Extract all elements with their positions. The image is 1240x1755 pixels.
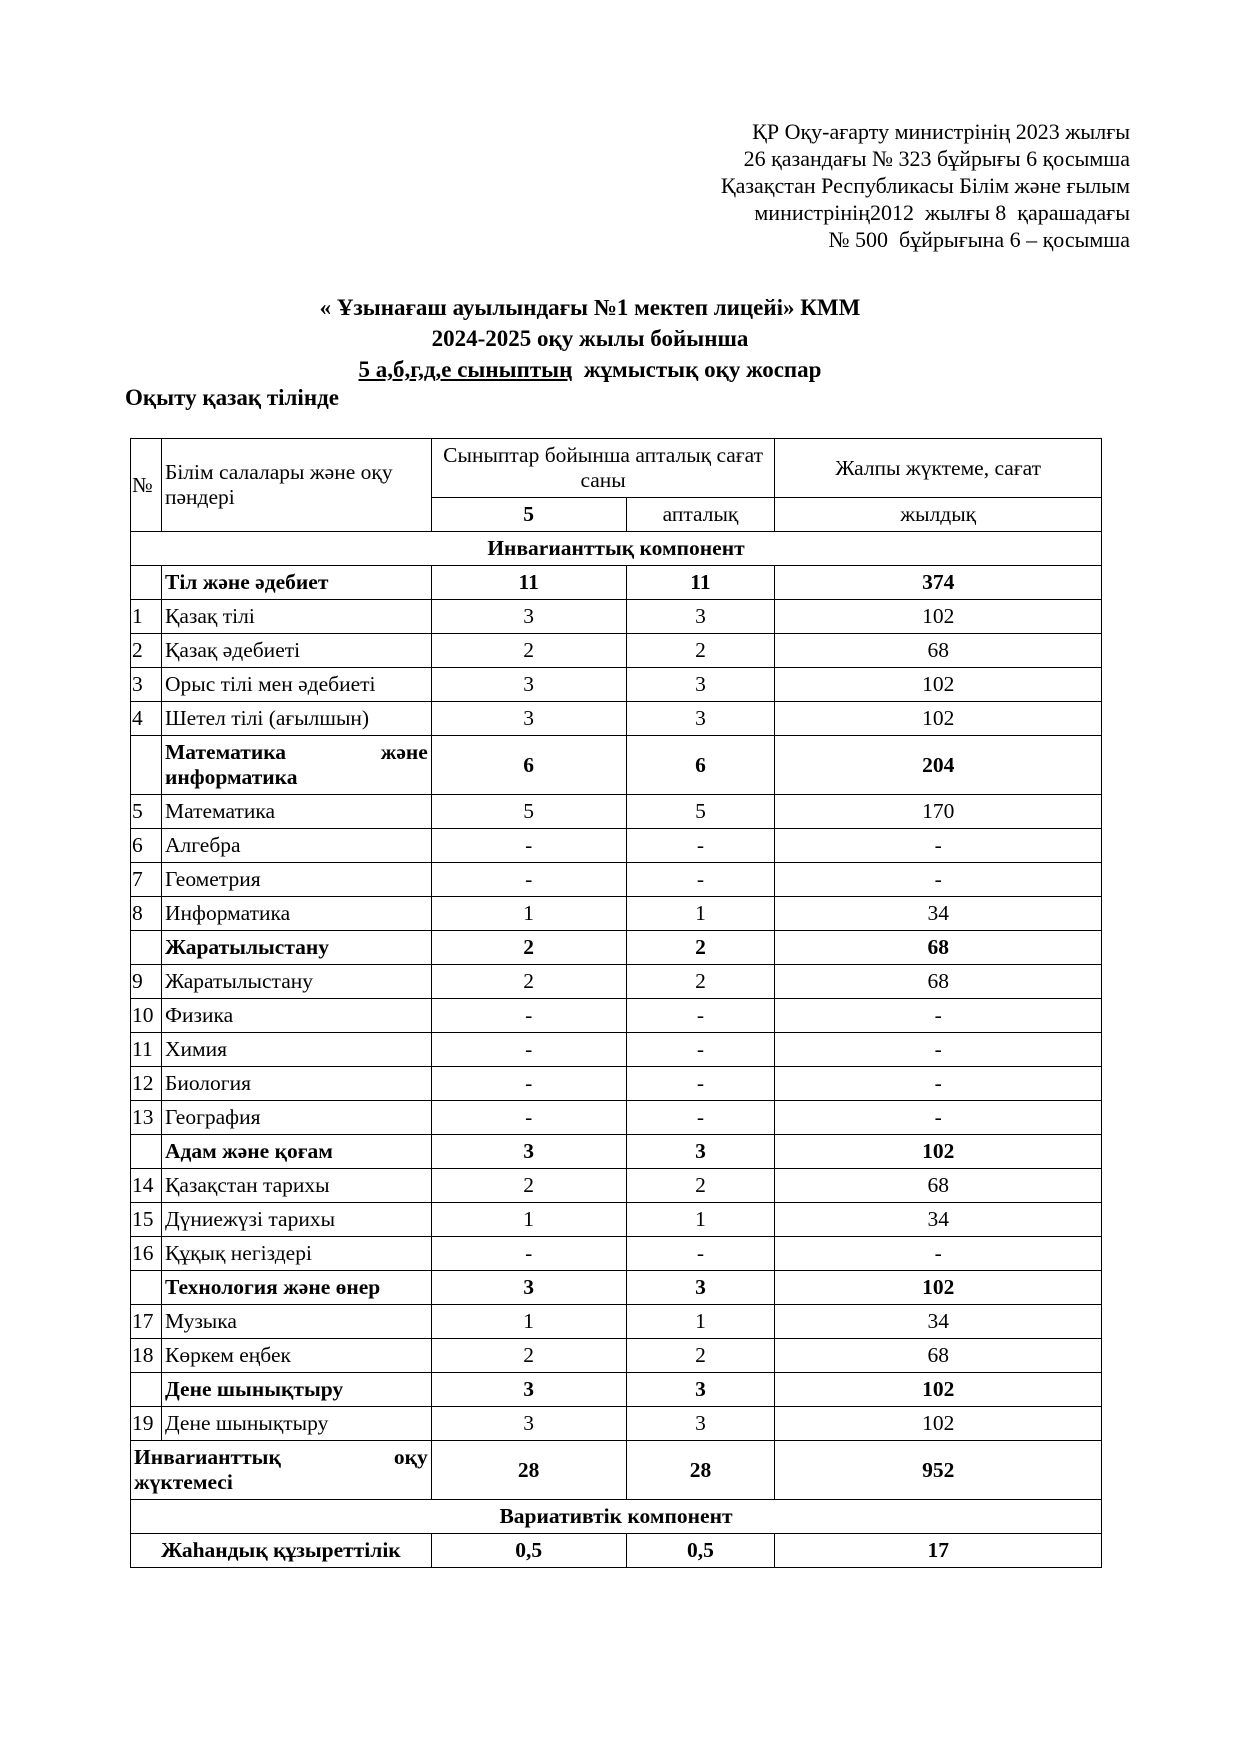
header-grade-5: 5 [431, 498, 626, 532]
header-subjects: Білім салалары және оқу пәндері [161, 439, 431, 532]
variative-grade5: 0,5 [431, 1534, 626, 1568]
subject-name: Геометрия [161, 863, 431, 897]
order-reference-line: Қазақстан Республикасы Білім және ғылым [720, 173, 1130, 198]
group-yearly: 102 [775, 1373, 1102, 1407]
document-title [0, 292, 1180, 385]
subject-name: Қазақ тілі [161, 600, 431, 634]
variative-row [131, 1534, 1102, 1568]
subject-name: Шетел тілі (ағылшын) [161, 702, 431, 736]
order-reference-line: 26 қазандағы № 323 бұйрығы 6 қосымша [743, 146, 1130, 171]
group-weekly: 2 [626, 931, 775, 965]
table-row: 11 Химия - - - [131, 1033, 1102, 1067]
group-grade5: 3 [431, 1135, 626, 1169]
table-row: 2 Қазақ әдебиеті 2 2 68 [131, 634, 1102, 668]
table-row: 4 Шетел тілі (ағылшын) 3 3 102 [131, 702, 1102, 736]
group-row [131, 1135, 1102, 1169]
title-plan-rest: жұмыстық оқу жоспар [572, 357, 822, 382]
group-name: Дене шынықтыру [161, 1373, 431, 1407]
subject-name: Орыс тілі мен әдебиеті [161, 668, 431, 702]
group-weekly: 6 [626, 736, 775, 795]
header-yearly: жылдық [775, 498, 1102, 532]
order-reference-line: ҚР Оқу-ағарту министрінің 2023 жылғы [752, 119, 1130, 144]
group-grade5: 3 [431, 1373, 626, 1407]
group-row [131, 1373, 1102, 1407]
group-weekly: 3 [626, 1135, 775, 1169]
subject-name: Қазақстан тарихы [161, 1169, 431, 1203]
group-yearly: 68 [775, 931, 1102, 965]
variative-component-title: Вариативтік компонент [131, 1500, 1102, 1534]
header-total-load: Жалпы жүктеме, сағат [775, 439, 1102, 498]
group-row [131, 736, 1102, 795]
variative-subject: Жаһандық құзыреттілік [131, 1534, 432, 1568]
group-yearly: 374 [775, 566, 1102, 600]
order-reference-line: министрінің2012 жылғы 8 қарашадағы [754, 200, 1130, 225]
subject-name: Физика [161, 999, 431, 1033]
group-row [131, 1271, 1102, 1305]
subject-name: Көркем еңбек [161, 1339, 431, 1373]
group-grade5: 3 [431, 1271, 626, 1305]
title-year: 2024-2025 оқу жылы бойынша [431, 326, 749, 351]
variative-yearly: 17 [775, 1534, 1102, 1568]
group-weekly: 11 [626, 566, 775, 600]
table-row: 7 Геометрия - - - [131, 863, 1102, 897]
subject-name: Математика [161, 795, 431, 829]
group-weekly: 3 [626, 1271, 775, 1305]
invariant-total-grade5: 28 [431, 1441, 626, 1500]
language-note: Оқыту қазақ тілінде [125, 385, 339, 410]
subject-name: Информатика [161, 897, 431, 931]
table-row: 17 Музыка 1 1 34 [131, 1305, 1102, 1339]
header-number: № [131, 439, 162, 532]
group-row [131, 931, 1102, 965]
invariant-total-weekly: 28 [626, 1441, 775, 1500]
subject-name: Музыка [161, 1305, 431, 1339]
group-yearly: 204 [775, 736, 1102, 795]
subject-name: Қазақ әдебиеті [161, 634, 431, 668]
table-row: 15 Дүниежүзі тарихы 1 1 34 [131, 1203, 1102, 1237]
header-weekly-hours: Сыныптар бойынша апталық сағат саны [431, 439, 775, 498]
subject-name: Дүниежүзі тарихы [161, 1203, 431, 1237]
invariant-total-label: Инвarианттық оқу жүктемесі [131, 1441, 432, 1500]
group-name: Математика және информатика [161, 736, 431, 795]
table-row: 5 Математика 5 5 170 [131, 795, 1102, 829]
title-plan [0, 354, 1180, 385]
group-name: Адам және қоғам [161, 1135, 431, 1169]
table-header-row [131, 439, 1102, 498]
title-school: « Ұзынағаш ауылындағы №1 мектеп лицейі» КММ [319, 295, 861, 320]
variative-weekly: 0,5 [626, 1534, 775, 1568]
invariant-component-title: Инвarианттық компонент [131, 532, 1102, 566]
group-grade5: 6 [431, 736, 626, 795]
table-row: 19 Дене шынықтыру 3 3 102 [131, 1407, 1102, 1441]
subject-name: География [161, 1101, 431, 1135]
table-row: 3 Орыс тілі мен әдебиеті 3 3 102 [131, 668, 1102, 702]
table-row: 12 Биология - - - [131, 1067, 1102, 1101]
subject-name: Жаратылыстану [161, 965, 431, 999]
table-row: 16 Құқық негіздері - - - [131, 1237, 1102, 1271]
invariant-total-yearly: 952 [775, 1441, 1102, 1500]
header-weekly: апталық [626, 498, 775, 532]
order-reference-line: № 500 бұйрығына 6 – қосымша [828, 227, 1130, 252]
table-row: 14 Қазақстан тарихы 2 2 68 [131, 1169, 1102, 1203]
group-row [131, 566, 1102, 600]
group-grade5: 2 [431, 931, 626, 965]
table-row: 1 Қазақ тілі 3 3 102 [131, 600, 1102, 634]
subject-name: Дене шынықтыру [161, 1407, 431, 1441]
group-name: Технология және өнер [161, 1271, 431, 1305]
section-row [131, 1500, 1102, 1534]
table-row: 18 Көркем еңбек 2 2 68 [131, 1339, 1102, 1373]
title-classes: 5 а,б,г,д,е сыныптың [358, 357, 573, 382]
order-reference-note [721, 118, 1130, 253]
curriculum-table [130, 438, 1102, 1568]
table-row: 13 География - - - [131, 1101, 1102, 1135]
group-weekly: 3 [626, 1373, 775, 1407]
group-grade5: 11 [431, 566, 626, 600]
group-name: Тіл және әдебиет [161, 566, 431, 600]
subject-name: Биология [161, 1067, 431, 1101]
table-row: 6 Алгебра - - - [131, 829, 1102, 863]
group-yearly: 102 [775, 1135, 1102, 1169]
table-row: 9 Жаратылыстану 2 2 68 [131, 965, 1102, 999]
group-yearly: 102 [775, 1271, 1102, 1305]
subject-name: Құқық негіздері [161, 1237, 431, 1271]
group-name: Жаратылыстану [161, 931, 431, 965]
invariant-total-row [131, 1441, 1102, 1500]
table-row: 8 Информатика 1 1 34 [131, 897, 1102, 931]
section-row [131, 532, 1102, 566]
subject-name: Химия [161, 1033, 431, 1067]
table-row: 10 Физика - - - [131, 999, 1102, 1033]
subject-name: Алгебра [161, 829, 431, 863]
